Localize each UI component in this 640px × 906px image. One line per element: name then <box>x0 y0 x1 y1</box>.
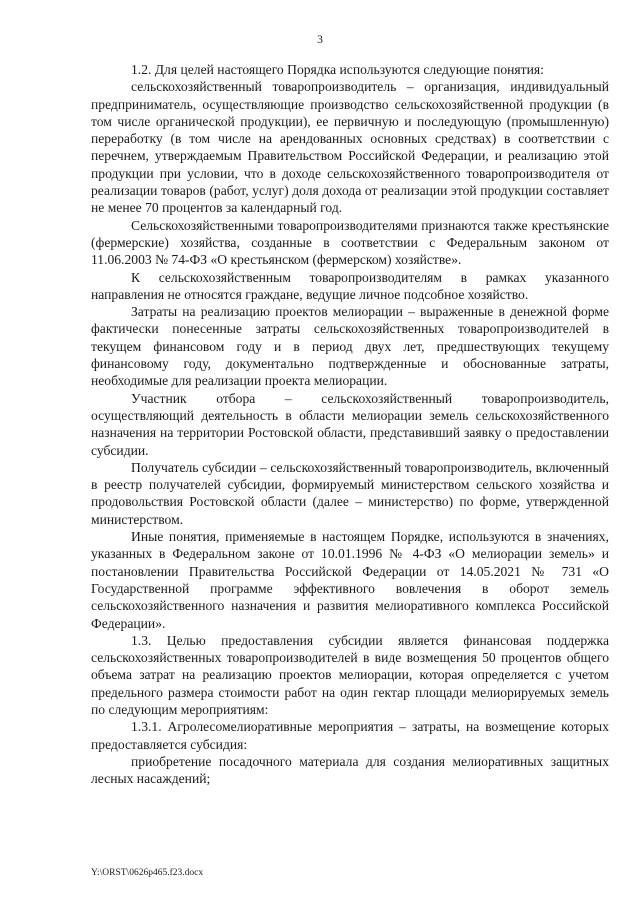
paragraph: 1.3. Целью предоставления субсидии является финансовая поддержка сельскохозяйственных товаропроизводителей в виде возмещения 50 процентов общего объема затрат на реализацию проектов мелиорации, которая определяется с учетом предельного размера стоимости работ на один гектар площади мелиорируемых земель по следующим мероприятиям: <box>91 632 609 717</box>
page-number: 3 <box>317 34 323 46</box>
paragraph: приобретение посадочного материала для создания мелиоративных защитных лесных насаждений; <box>91 753 609 787</box>
paragraph: Затраты на реализацию проектов мелиорации – выраженные в денежной форме фактически понесенные затраты сельскохозяйственных товаропроизводителей в текущем финансовом году и в период двух лет, предшествующих текущему финансовому году, документально подтвержденные и обоснованные затраты, необходимые для реализации проекта мелиорации. <box>91 304 609 389</box>
paragraph: Получатель субсидии – сельскохозяйственный товаропроизводитель, включенный в реестр получателей субсидии, формируемый министерством сельского хозяйства и продовольствия Ростовской области (далее – министерство) по форме, утвержденной министерством. <box>91 459 609 527</box>
paragraph: Иные понятия, применяемые в настоящем Порядке, используются в значениях, указанных в Федеральном законе от 10.01.1996 № 4-ФЗ «О мелиорации земель» и постановлении Правительства Российской Федерации от 14.05.2021 № 731 «О Государственной программе эффективного вовлечения в оборот земель сельскохозяйственного назначения и развития мелиоративного комплекса Российской Федерации». <box>91 529 609 631</box>
paragraph: сельскохозяйственный товаропроизводитель – организация, индивидуальный предприниматель, осуществляющие производство сельскохозяйственной продукции (в том числе органической продукции), ее первичную и последующую (промышленную) переработку (в том числе на арендованных основных средствах) в соответствии с перечнем, утверждаемым Правительством Российской Федерации, и реализацию этой продукции при условии, что в доходе сельскохозяйственного товаропроизводителя от реализации товаров (работ, услуг) доля дохода от реализации этой продукции составляет не менее 70 процентов за календарный год. <box>91 79 609 216</box>
paragraph: 1.2. Для целей настоящего Порядка используются следующие понятия: <box>131 62 544 77</box>
paragraph: Сельскохозяйственными товаропроизводителями признаются также крестьянские (фермерские) хозяйства, созданные в соответствии с Федеральным законом от 11.06.2003 № 74-ФЗ «О крестьянском (фермерском) хозяйстве». <box>91 217 609 268</box>
paragraph: К сельскохозяйственным товаропроизводителям в рамках указанного направления не относятся граждане, ведущие личное подсобное хозяйство. <box>91 269 609 302</box>
file-path-footer: Y:\ORST\0626p465.f23.docx <box>91 868 204 878</box>
paragraph: Участник отбора – сельскохозяйственный товаропроизводитель, осуществляющий деятельность в области мелиорации земель сельскохозяйственного назначения на территории Ростовской области, представивший заявку о предоставлении субсидии. <box>91 390 609 458</box>
document-body <box>91 61 609 787</box>
paragraph: 1.3.1. Агролесомелиоративные мероприятия – затраты, на возмещение которых предоставляется субсидия: <box>91 719 609 752</box>
